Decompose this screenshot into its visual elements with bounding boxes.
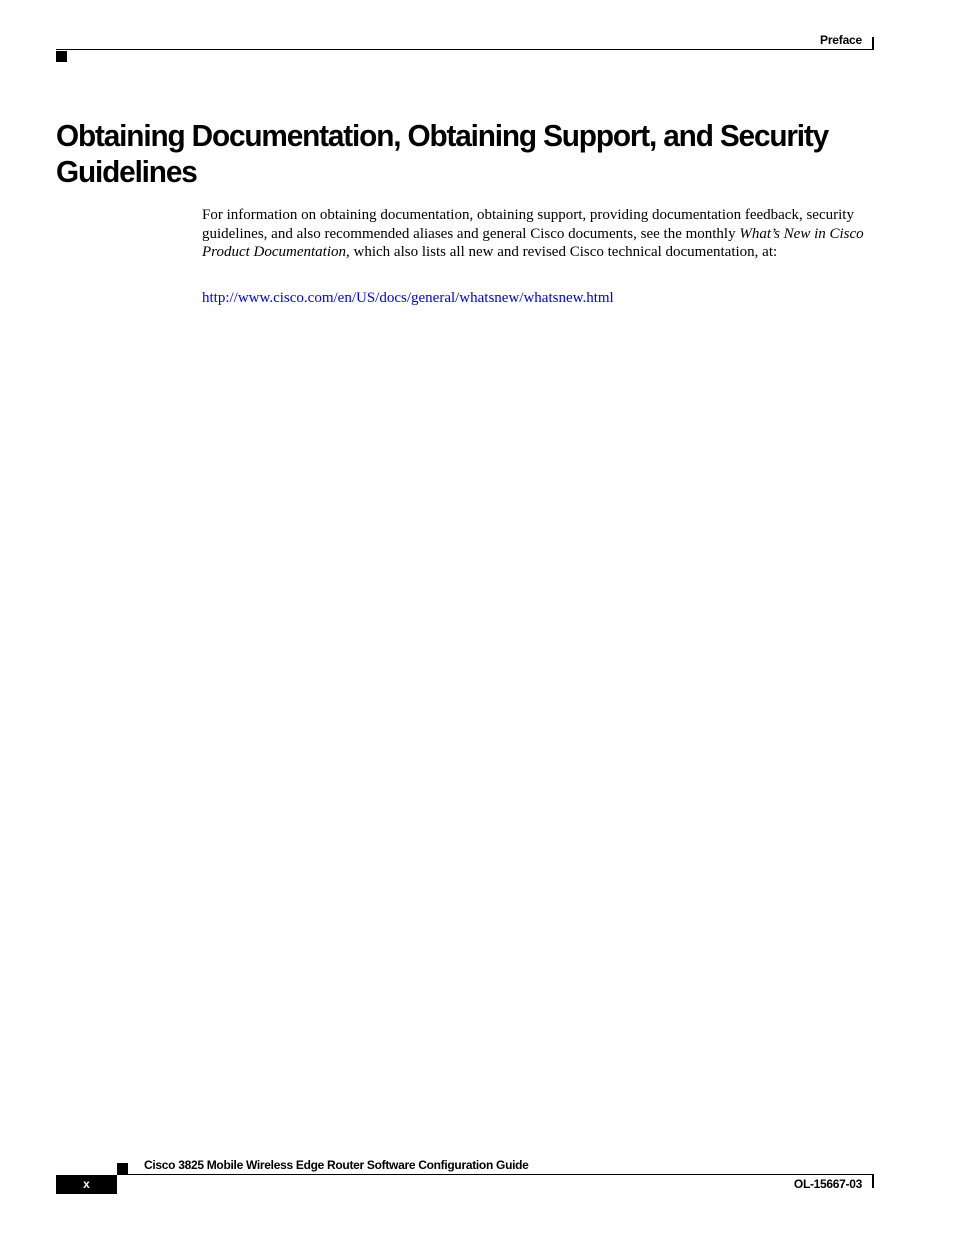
footer-tick-mark xyxy=(872,1175,874,1188)
footer-corner-block xyxy=(117,1163,128,1174)
body-paragraph xyxy=(202,206,874,262)
header-rule xyxy=(56,49,874,50)
whatsnew-link[interactable]: http://www.cisco.com/en/US/docs/general/whatsnew/whatsnew.html xyxy=(202,290,614,306)
footer-page-number: x xyxy=(56,1175,117,1194)
header-section-title: Preface xyxy=(820,33,862,47)
body-text-italic-title: What’s New in Cisco Product Documentation xyxy=(202,225,864,261)
body-text-part2: , which also lists all new and revised Cisco technical documentation, at: xyxy=(346,244,778,261)
page-title: Obtaining Documentation, Obtaining Support, and Security Guidelines xyxy=(56,118,829,189)
body-text-part1: For information on obtaining documentation, obtaining support, providing documentation feedback, security guidelines, and also recommended aliases and general Cisco documents, see the monthly xyxy=(202,207,854,242)
footer-guide-title: Cisco 3825 Mobile Wireless Edge Router Software Configuration Guide xyxy=(144,1158,529,1172)
header-corner-block xyxy=(56,51,67,62)
footer-doc-number: OL-15667-03 xyxy=(793,1177,862,1191)
footer-rule xyxy=(117,1174,874,1175)
